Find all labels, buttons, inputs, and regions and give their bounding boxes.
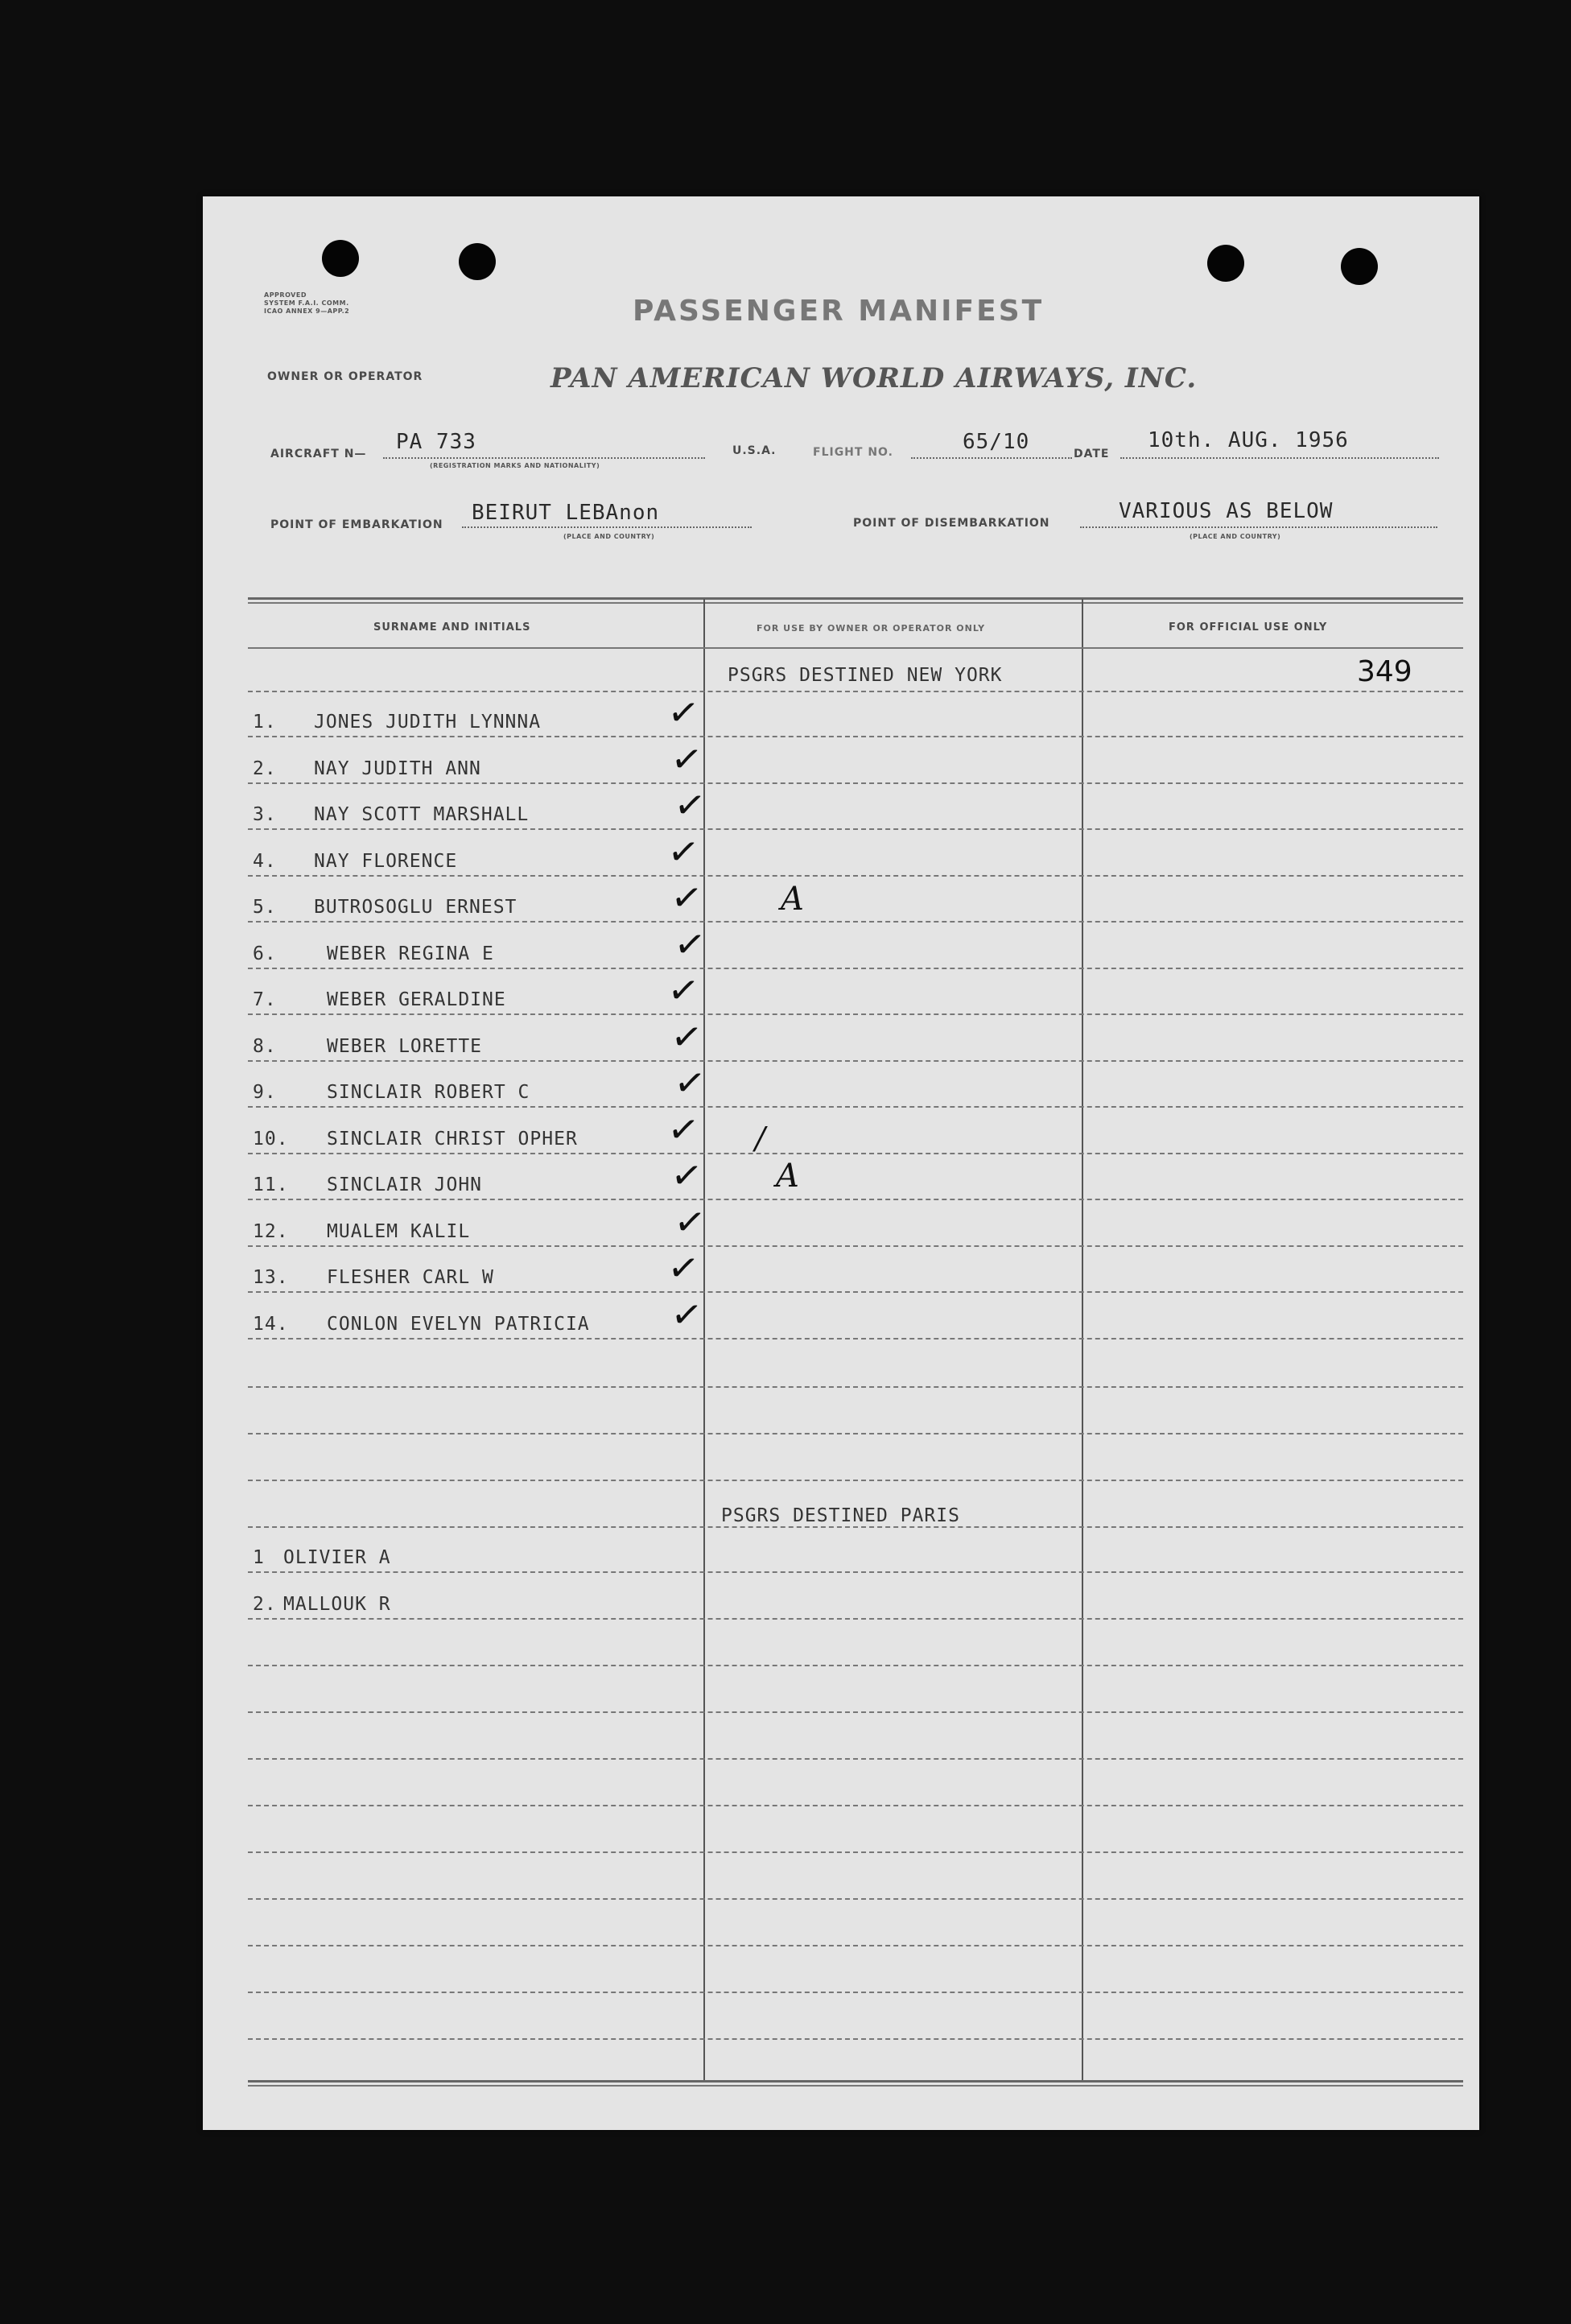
check-mark: ✓ — [668, 1013, 706, 1060]
passenger-name: MALLOUK R — [283, 1593, 391, 1615]
approval-note: APPROVED SYSTEM F.A.I. COMM. ICAO ANNEX 9—APP.2 — [264, 291, 350, 315]
passenger-number: 5. — [253, 897, 277, 918]
check-mark: ✓ — [665, 688, 703, 737]
punch-hole — [459, 243, 496, 280]
punch-hole — [1341, 248, 1378, 285]
check-mark: ✓ — [665, 966, 703, 1014]
passenger-number: 6. — [253, 943, 277, 964]
flight-value: 65/10 — [963, 430, 1030, 454]
owner-label: OWNER OR OPERATOR — [267, 370, 423, 383]
check-mark: ✓ — [671, 920, 709, 968]
passenger-name: WEBER GERALDINE — [327, 989, 506, 1010]
check-mark: ✓ — [665, 1244, 703, 1292]
passenger-number: 2. — [253, 1593, 277, 1615]
disembarkation-sub: (PLACE AND COUNTRY) — [1190, 533, 1281, 540]
passenger-number: 7. — [253, 989, 277, 1010]
aircraft-label: AIRCRAFT N— — [270, 448, 367, 460]
passenger-number: 13. — [253, 1267, 289, 1288]
passenger-name: WEBER REGINA E — [327, 943, 494, 964]
aircraft-value: PA 733 — [396, 430, 476, 454]
check-mark: ✓ — [671, 1198, 709, 1245]
passenger-number: 12. — [253, 1220, 289, 1242]
aircraft-sub: (REGISTRATION MARKS AND NATIONALITY) — [430, 462, 600, 469]
check-mark: ✓ — [665, 828, 703, 875]
disembarkation-label: POINT OF DISEMBARKATION — [853, 517, 1050, 530]
date-value: 10th. AUG. 1956 — [1148, 428, 1349, 452]
disembarkation-value: VARIOUS AS BELOW — [1119, 499, 1334, 523]
passenger-name: JONES JUDITH LYNNNA — [314, 712, 542, 733]
passenger-name: WEBER LORETTE — [327, 1035, 483, 1057]
check-mark: ✓ — [671, 1059, 709, 1107]
check-mark: ✓ — [668, 735, 706, 782]
passenger-name: NAY FLORENCE — [314, 850, 458, 872]
passenger-number: 4. — [253, 850, 277, 872]
owner-value: PAN AMERICAN WORLD AIRWAYS, INC. — [550, 362, 1198, 394]
passenger-number: 14. — [253, 1313, 289, 1335]
check-mark: ✓ — [665, 1105, 703, 1153]
passenger-name: BUTROSOGLU ERNEST — [314, 897, 517, 918]
group-label-new-york: PSGRS DESTINED NEW YORK — [728, 665, 1003, 686]
official-number: 349 — [1357, 655, 1412, 688]
embarkation-label: POINT OF EMBARKATION — [270, 518, 443, 531]
col-header-operator: FOR USE BY OWNER OR OPERATOR ONLY — [757, 623, 986, 634]
check-mark: ✓ — [668, 1151, 706, 1199]
group-label-paris: PSGRS DESTINED PARIS — [721, 1505, 960, 1526]
passenger-number: 8. — [253, 1035, 277, 1057]
passenger-number: 1. — [253, 712, 277, 733]
embarkation-value: BEIRUT LEBAnon — [472, 501, 660, 525]
manifest-sheet — [203, 196, 1479, 2130]
passenger-number: 1 — [253, 1547, 265, 1568]
passenger-name: SINCLAIR JOHN — [327, 1174, 483, 1195]
passenger-number: 2. — [253, 757, 277, 779]
date-label: DATE — [1074, 448, 1110, 460]
flight-label: FLIGHT NO. — [813, 446, 893, 459]
col-header-official: FOR OFFICIAL USE ONLY — [1169, 621, 1328, 634]
punch-hole — [1207, 245, 1244, 282]
check-mark: ✓ — [668, 873, 706, 922]
usa-label: U.S.A. — [732, 444, 777, 457]
passenger-name: NAY SCOTT MARSHALL — [314, 804, 530, 825]
passenger-number: 11. — [253, 1174, 289, 1195]
embarkation-sub: (PLACE AND COUNTRY) — [563, 533, 655, 540]
passenger-name: NAY JUDITH ANN — [314, 757, 481, 779]
passenger-name: SINCLAIR ROBERT C — [327, 1082, 530, 1103]
mark-row-10: / — [755, 1121, 765, 1156]
passenger-name: MUALEM KALIL — [327, 1220, 471, 1242]
col-header-surname: SURNAME AND INITIALS — [373, 621, 531, 634]
punch-hole — [322, 240, 359, 277]
passenger-name: FLESHER CARL W — [327, 1267, 494, 1288]
passenger-name: CONLON EVELYN PATRICIA — [327, 1313, 590, 1335]
passenger-number: 3. — [253, 804, 277, 825]
passenger-name: SINCLAIR CHRIST OPHER — [327, 1128, 578, 1150]
passenger-number: 9. — [253, 1082, 277, 1103]
passenger-name: OLIVIER A — [283, 1547, 391, 1568]
check-mark: ✓ — [668, 1290, 706, 1338]
passenger-number: 10. — [253, 1128, 289, 1150]
page-title: PASSENGER MANIFEST — [633, 295, 1045, 328]
mark-row-5: A — [781, 881, 804, 918]
mark-row-11: A — [776, 1158, 799, 1195]
check-mark: ✓ — [671, 781, 709, 829]
